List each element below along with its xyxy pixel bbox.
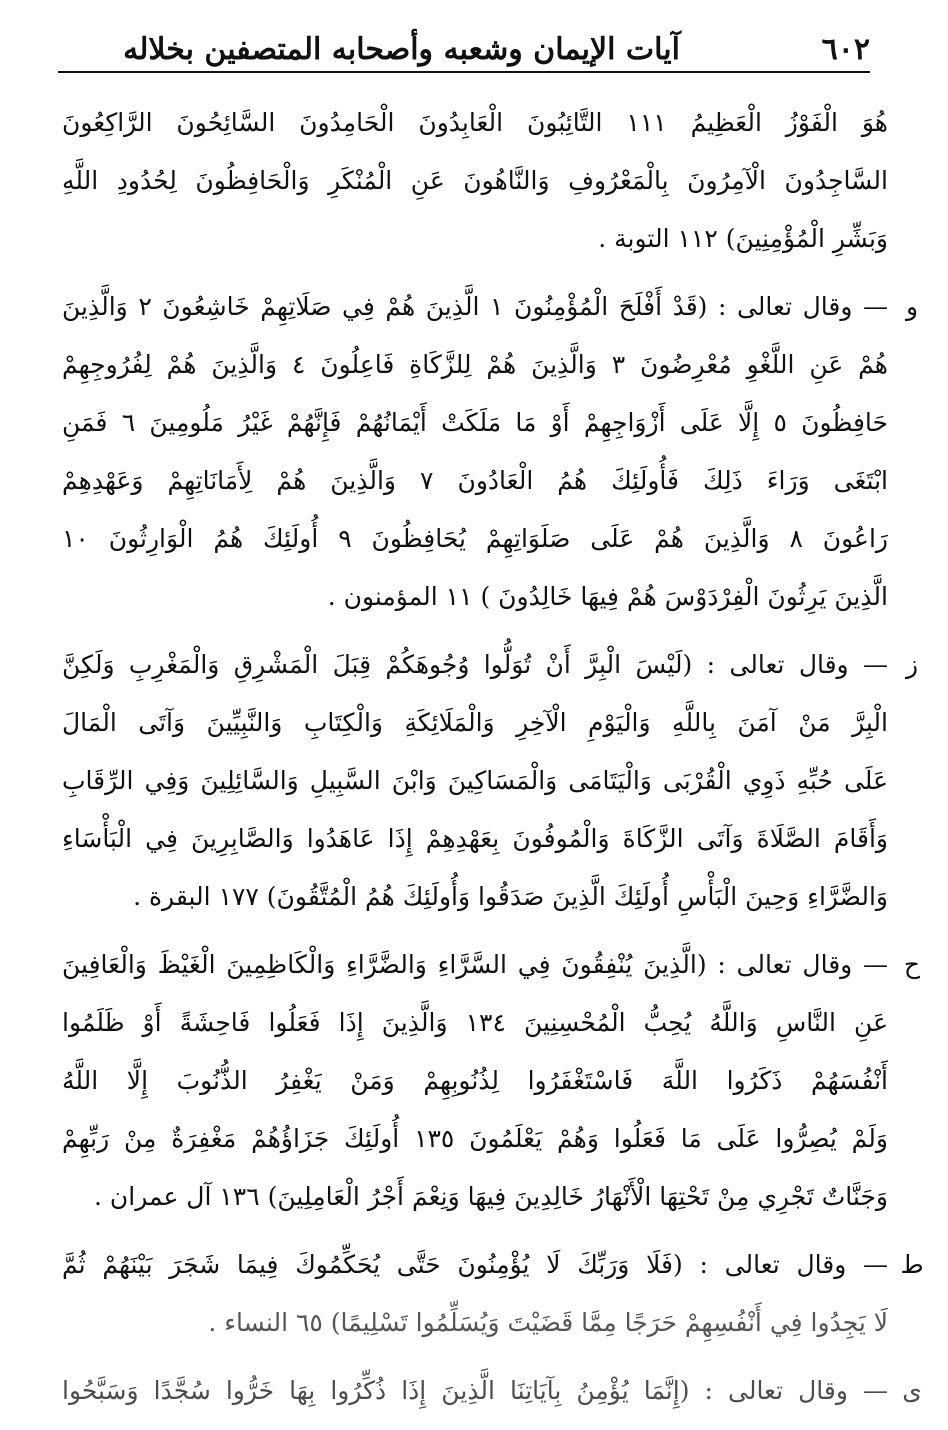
text-line: وَأَقَامَ الصَّلَاةَ وَآتَى الزَّكَاةَ وَالْمُوفُونَ بِعَهْدِهِمْ إِذَا عَاهَدُوا وَالصَّابِرِينَ فِي الْبَأْسَاءِ [62, 824, 888, 853]
section-marker: ى [902, 1376, 922, 1405]
text-line: لَا يَجِدُوا فِي أَنْفُسِهِمْ حَرَجًا مِمَّا قَضَيْتَ وَيُسَلِّمُوا تَسْلِيمًا) ٦٥ النساء . [208, 1308, 888, 1337]
page-body [62, 94, 924, 1430]
section-marker: ط [900, 1250, 924, 1279]
section-marker: ح [903, 950, 921, 979]
text-line: هُوَ الْفَوْزُ الْعَظِيمُ ١١١ التَّائِبُونَ الْعَابِدُونَ الْحَامِدُونَ السَّائِحُونَ الرَّاكِعُونَ [62, 108, 888, 137]
text-line: وَبَشِّرِ الْمُؤْمِنِينَ) ١١٢ التوبة . [598, 224, 888, 253]
passage-tawba-continuation [62, 94, 888, 268]
text-line: وَلَمْ يُصِرُّوا عَلَى مَا فَعَلُوا وَهُمْ يَعْلَمُونَ ١٣٥ أُولَئِكَ جَزَاؤُهُمْ مَغْفِرَةٌ مِنْ رَبِّهِمْ [62, 1124, 888, 1153]
passage-haa [62, 936, 921, 1226]
text-line: — وقال تعالى : (فَلَا وَرَبِّكَ لَا يُؤْمِنُونَ حَتَّى يُحَكِّمُوكَ فِيمَا شَجَرَ بَيْنَهُمْ ثُمَّ [62, 1250, 888, 1279]
text-line: — وقال تعالى : (الَّذِينَ يُنْفِقُونَ فِي السَّرَّاءِ وَالضَّرَّاءِ وَالْكَاظِمِينَ الْغَيْظَ وَالْعَافِينَ [62, 950, 888, 979]
text-line: الَّذِينَ يَرِثُونَ الْفِرْدَوْسَ هُمْ فِيهَا خَالِدُونَ ) ١١ المؤمنون . [327, 582, 888, 611]
passage-yaa [62, 1362, 922, 1420]
text-line: الْبِرَّ مَنْ آمَنَ بِاللَّهِ وَالْيَوْمِ الْآخِرِ وَالْمَلَائِكَةِ وَالْكِتَابِ وَالنَّبِيِّينَ وَآتَى الْمَالَ [62, 708, 888, 737]
section-marker: و [905, 292, 919, 321]
text-line: هُمْ عَنِ اللَّغْوِ مُعْرِضُونَ ٣ وَالَّذِينَ هُمْ لِلزَّكَاةِ فَاعِلُونَ ٤ وَالَّذِينَ هُمْ لِفُرُوجِهِمْ [62, 350, 888, 379]
text-line: وَجَنَّاتٌ تَجْرِي مِنْ تَحْتِهَا الْأَنْهَارُ خَالِدِينَ فِيهَا وَنِعْمَ أَجْرُ الْعَامِلِينَ) ١٣٦ آل عمران . [94, 1182, 888, 1211]
text-line: ابْتَغَى وَرَاءَ ذَلِكَ فَأُولَئِكَ هُمُ الْعَادُونَ ٧ وَالَّذِينَ هُمْ لِأَمَانَاتِهِمْ وَعَهْدِهِمْ [62, 466, 888, 495]
text-line: حَافِظُونَ ٥ إِلَّا عَلَى أَزْوَاجِهِمْ أَوْ مَا مَلَكَتْ أَيْمَانُهُمْ فَإِنَّهُمْ غَيْرُ مَلُومِينَ ٦ فَمَنِ [62, 408, 888, 437]
running-title: آيات الإيمان وشعبه وأصحابه المتصفين بخلاله [123, 32, 680, 67]
passage-zay [62, 636, 919, 926]
text-line: — وقال تعالى : (لَيْسَ الْبِرَّ أَنْ تُوَلُّوا وُجُوهَكُمْ قِبَلَ الْمَشْرِقِ وَالْمَغْرِبِ وَلَكِنَّ [62, 650, 888, 679]
text-line: — وقال تعالى : (إِنَّمَا يُؤْمِنُ بِآيَاتِنَا الَّذِينَ إِذَا ذُكِّرُوا بِهَا خَرُّوا سُجَّدًا وَسَبَّحُوا [62, 1376, 888, 1405]
text-line: وَالضَّرَّاءِ وَحِينَ الْبَأْسِ أُولَئِكَ الَّذِينَ صَدَقُوا وَأُولَئِكَ هُمُ الْمُتَّقُونَ) ١٧٧ البقرة . [133, 882, 888, 911]
text-line: عَلَى حُبِّهِ ذَوِي الْقُرْبَى وَالْيَتَامَى وَالْمَسَاكِينَ وَابْنَ السَّبِيلِ وَالسَّائِلِينَ وَفِي الرِّقَابِ [62, 766, 888, 795]
section-marker: ز [905, 650, 919, 679]
text-line: — وقال تعالى : (قَدْ أَفْلَحَ الْمُؤْمِنُونَ ١ الَّذِينَ هُمْ فِي صَلَاتِهِمْ خَاشِعُونَ ٢ وَالَّذِينَ [62, 292, 888, 321]
page-number: ٦٠٢ [821, 32, 870, 67]
text-line: أَنْفُسَهُمْ ذَكَرُوا اللَّهَ فَاسْتَغْفَرُوا لِذُنُوبِهِمْ وَمَنْ يَغْفِرُ الذُّنُوبَ إِلَّا اللَّهُ [62, 1066, 888, 1095]
page-header [58, 28, 870, 72]
text-line: عَنِ النَّاسِ وَاللَّهُ يُحِبُّ الْمُحْسِنِينَ ١٣٤ وَالَّذِينَ إِذَا فَعَلُوا فَاحِشَةً أَوْ ظَلَمُوا [62, 1008, 888, 1037]
header-rule [58, 71, 870, 73]
text-line: السَّاجِدُونَ الْآمِرُونَ بِالْمَعْرُوفِ وَالنَّاهُونَ عَنِ الْمُنْكَرِ وَالْحَافِظُونَ لِحُدُودِ اللَّهِ [62, 166, 888, 195]
text-line: رَاعُونَ ٨ وَالَّذِينَ هُمْ عَلَى صَلَوَاتِهِمْ يُحَافِظُونَ ٩ أُولَئِكَ هُمُ الْوَارِثُونَ ١٠ [62, 524, 888, 553]
passage-waw [62, 278, 919, 626]
passage-taa [62, 1236, 924, 1352]
